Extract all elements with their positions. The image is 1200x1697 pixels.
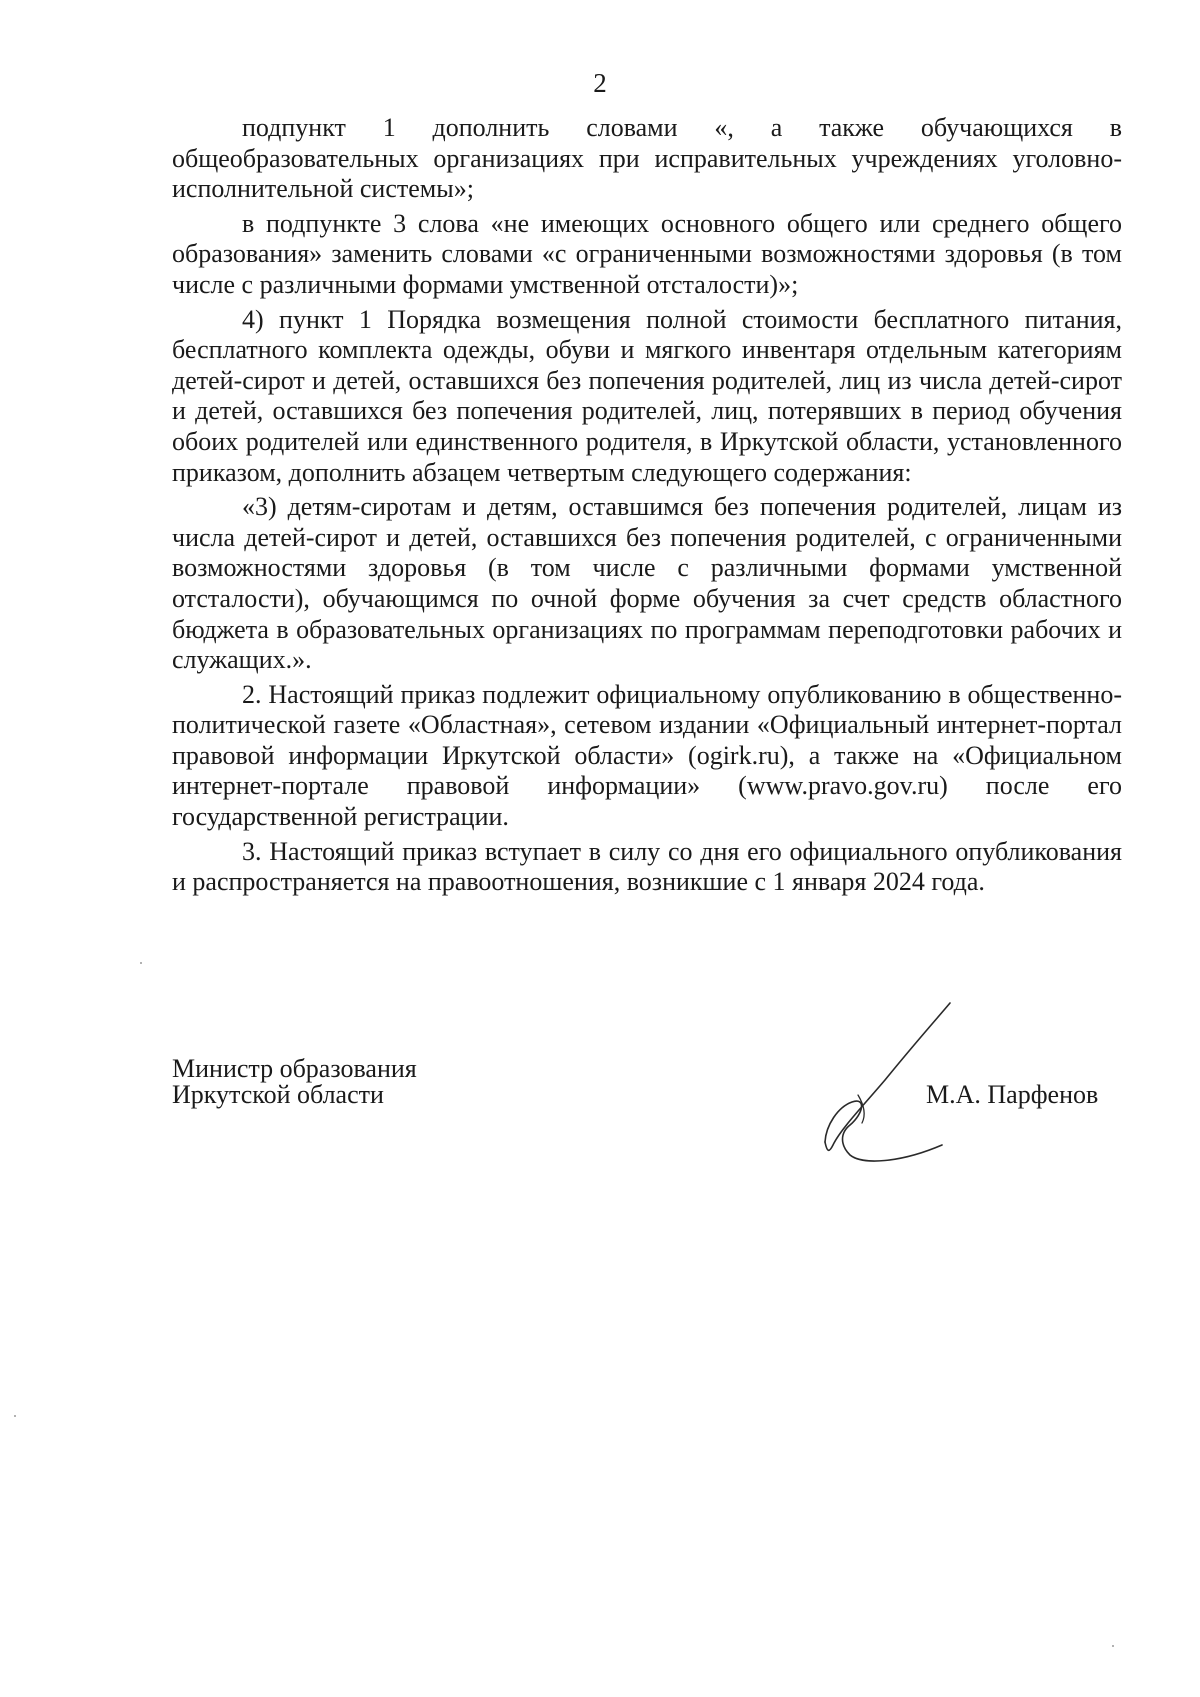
signatory-position [172,1056,417,1108]
signatory-position-line-2: Иркутской области [172,1080,384,1109]
signatory-name: М.А. Парфенов [926,1080,1099,1109]
paragraph-6: 3. Настоящий приказ вступает в силу со дня его официального опубликования и распространяется на правоотношения, возникшие с 1 января 2024 года. [172,836,1122,897]
paragraph-4: «3) детям-сиротам и детям, оставшимся без попечения родителей, лицам из числа детей-сирот и детей, оставшихся без попечения родителей, с ограниченными возможностями здоровья (в том числе с различными формами умственной отсталости), обучающимся по очной форме обучения за счет средств областного бюджета в образовательных организациях по программам переподготовки рабочих и служащих.». [172,492,1122,675]
page-number: 2 [593,68,607,98]
paragraph-1: подпункт 1 дополнить словами «, а также обучающихся в общеобразовательных организациях при исправительных учреждениях уголовно-исполнительной системы»; [172,113,1122,204]
scan-speck [140,962,142,964]
scan-speck [14,1415,16,1417]
signatory-position-line-1: Министр образования [172,1054,417,1083]
document-body [172,113,1122,902]
paragraph-3: 4) пункт 1 Порядка возмещения полной стоимости бесплатного питания, бесплатного комплекта одежды, обуви и мягкого инвентаря отдельным категориям детей-сирот и детей, оставшихся без попечения родителей, лиц из числа детей-сирот и детей, оставшихся без попечения родителей, лиц, потерявших в период обучения обоих родителей или единственного родителя, в Иркутской области, установленного приказом, дополнить абзацем четвертым следующего содержания: [172,304,1122,487]
paragraph-2: в подпункте 3 слова «не имеющих основного общего или среднего общего образования» заменить словами «с ограниченными возможностями здоровья (в том числе с различными формами умственной отсталости)»; [172,208,1122,299]
scan-speck [1112,1645,1114,1647]
paragraph-5: 2. Настоящий приказ подлежит официальному опубликованию в общественно-политической газете «Областная», сетевом издании «Официальный интернет-портал правовой информации Иркутской области» (ogirk.ru), а также на «Официальном интернет-портале правовой информации» (www.pravo.gov.ru) после его государственной регистрации. [172,679,1122,832]
